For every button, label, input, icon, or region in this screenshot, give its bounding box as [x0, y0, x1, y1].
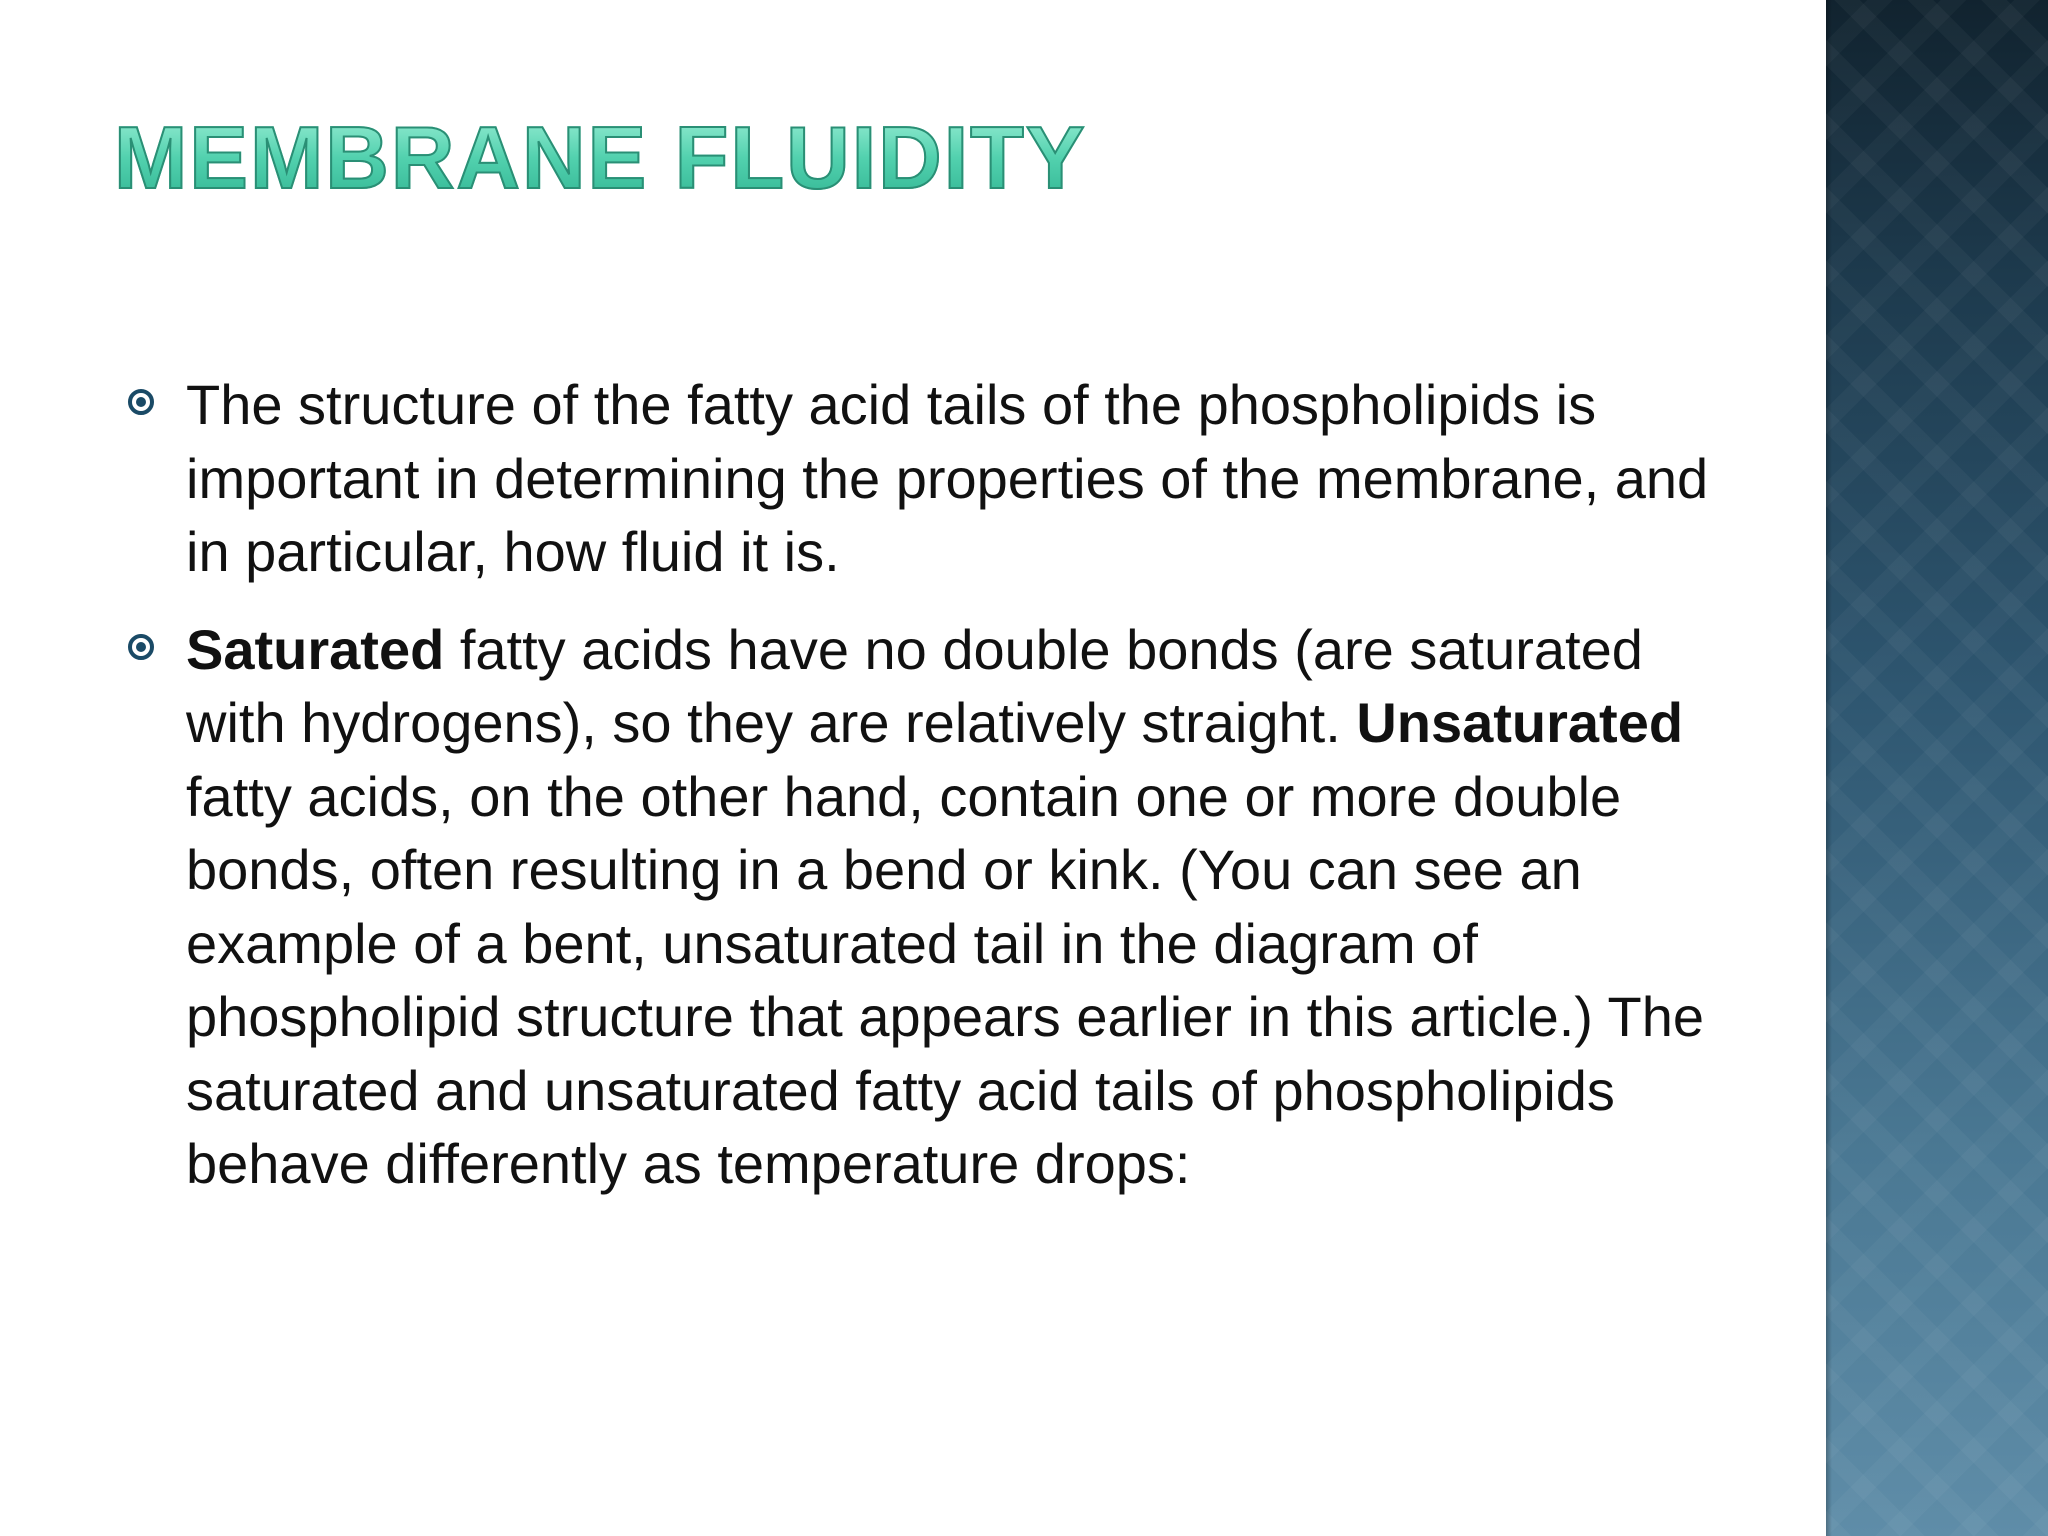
- side-panel-edge-shadow: [1826, 0, 1832, 1536]
- decorative-side-panel: [1826, 0, 2048, 1536]
- bullet-item: [122, 368, 1722, 589]
- circled-dot-bullet-icon: [128, 634, 154, 660]
- bold-term-saturated: Saturated: [186, 617, 445, 681]
- slide-content: [122, 368, 1722, 1225]
- bold-term-unsaturated: Unsaturated: [1356, 691, 1684, 754]
- circled-dot-bullet-icon: [128, 389, 154, 415]
- slide-title: MEMBRANE FLUIDITY: [114, 108, 1087, 207]
- bullet-text: fatty acids have no double bonds (are saturated with hydrogens), so they are relatively straight.: [186, 617, 1643, 754]
- bullet-text: The structure of the fatty acid tails of the phospholipids is important in determining the properties of the membrane, and in particular, how fluid it is.: [186, 373, 1709, 583]
- bullet-text: fatty acids, on the other hand, contain one or more double bonds, often resulting in a bend or kink. (You can see an example of a bent, unsaturated tail in the diagram of phospholipid structure that appears earlier in this article.) The saturated and unsaturated fatty acid tails of phospholipids behave differently as temperature drops:: [186, 764, 1704, 1195]
- side-panel-texture: [1826, 0, 2048, 1536]
- bullet-item: [122, 613, 1722, 1201]
